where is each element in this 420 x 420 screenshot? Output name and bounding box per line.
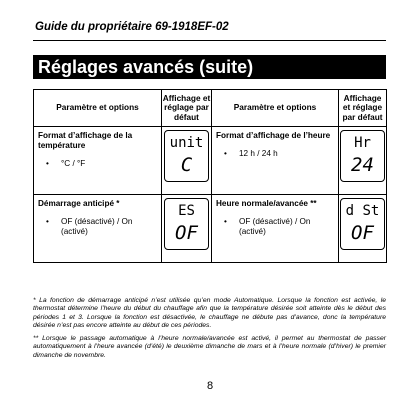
option-text: OF (désactivé) / On (activé) <box>239 217 311 236</box>
table-row <box>34 195 387 263</box>
option-text: °C / °F <box>61 159 86 168</box>
footnote-daylight-saving: ** Lorsque le passage automatique à l’heure normale/avancée est activé, il permet au thermostat de passer automatiquement à l’heure avancée (d’été) le deuxième dimanche de mars et à l’heure normale (d’hiver) le premier dimanche de novembre. <box>33 335 386 359</box>
display-cell <box>162 195 212 263</box>
parameter-cell <box>34 195 162 263</box>
parameter-cell <box>212 127 339 195</box>
settings-table <box>33 89 387 263</box>
bullet: • <box>224 217 227 226</box>
section-title: Réglages avancés (suite) <box>33 55 386 79</box>
lcd-parameter-code: Hr <box>354 135 371 151</box>
lcd-default-value: 24 <box>351 154 374 176</box>
header-divider <box>33 40 386 41</box>
lcd-parameter-code: unit <box>169 135 204 151</box>
parameter-cell <box>34 127 162 195</box>
lcd-display <box>340 198 385 250</box>
column-header-parameters: Paramètre et options <box>34 90 162 127</box>
bullet: • <box>224 149 227 158</box>
option-text: 12 h / 24 h <box>239 149 278 158</box>
lcd-default-value: OF <box>175 222 198 244</box>
bullet: • <box>46 159 49 168</box>
page-number: 8 <box>206 380 214 392</box>
parameter-title: Heure normale/avancée ** <box>216 199 317 208</box>
document-header-title: Guide du propriétaire 69-1918EF-02 <box>35 21 229 33</box>
lcd-display <box>164 130 209 182</box>
parameter-option <box>38 159 157 169</box>
parameter-title: Format d’affichage de la température <box>38 131 133 150</box>
lcd-default-value: OF <box>351 222 374 244</box>
parameter-option <box>216 149 334 159</box>
parameter-option <box>216 217 334 237</box>
parameter-title: Démarrage anticipé * <box>38 199 120 208</box>
lcd-display <box>164 198 209 250</box>
footnote-early-start: * La fonction de démarrage anticipé n’est utilisée qu’en mode Automatique. Lorsque la fonction est activée, le thermostat détermine l’heure du début du chauffage afin que la température désirée soit atteinte dès le début des périodes 1 et 3. Lorsque la fonction est désactivée, le chauffage ne débute pas d’avance, donc la température désirée n’est pas encore atteinte au début de ces périodes. <box>33 297 386 329</box>
column-header-display-default: Affichage et réglage par défaut <box>162 90 212 127</box>
parameter-title: Format d’affichage de l’heure <box>216 131 331 140</box>
column-header-display-default: Affichage et réglage par défaut <box>339 90 387 127</box>
display-cell <box>162 127 212 195</box>
bullet: • <box>46 217 49 226</box>
table-row <box>34 127 387 195</box>
lcd-default-value: C <box>180 154 193 176</box>
lcd-parameter-code: ES <box>178 203 195 219</box>
column-header-parameters: Paramètre et options <box>212 90 339 127</box>
parameter-option <box>38 217 157 237</box>
option-text: OF (désactivé) / On (activé) <box>61 217 133 236</box>
lcd-parameter-code: d St <box>345 203 380 219</box>
table-header-row <box>34 90 387 127</box>
display-cell <box>339 195 387 263</box>
parameter-cell <box>212 195 339 263</box>
lcd-display <box>340 130 385 182</box>
display-cell <box>339 127 387 195</box>
